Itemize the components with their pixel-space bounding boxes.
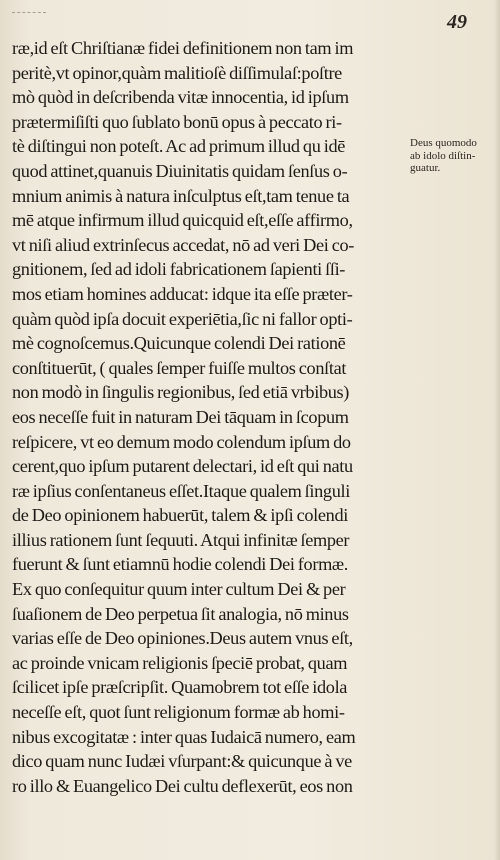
text-line: mè cognoſcemus.Quicunque colendi Dei rationē: [12, 333, 346, 354]
text-line: nibus excogitatæ : inter quas Iudaicā numero, eam: [12, 726, 356, 747]
text-line: tè diſtingui non poteſt. Ac ad primum illud qu idē: [12, 136, 345, 157]
text-line: ræ,id eſt Chriſtianæ fidei definitionem non tam im: [12, 38, 354, 58]
text-line: peritè,vt opinor,quàm malitioſè diſſimulaſ:poſtre: [12, 62, 342, 83]
text-line: ro illo & Euangelico Dei cultu deflexerūt, eos non: [12, 775, 353, 796]
text-line: fuerunt & ſunt etiamnū hodie colendi Dei formæ.: [12, 554, 348, 575]
text-line: prætermiſiſti quo ſublato bonū opus à peccato ri-: [12, 111, 342, 132]
text-line: non modò in ſingulis regionibus, ſed etiā vrbibus): [12, 382, 350, 403]
body-text: [12, 36, 408, 798]
margin-note: [410, 137, 494, 175]
text-line: quàm quòd ipſa docuit experiētia,ſic ni fallor opti-: [12, 308, 353, 329]
text-line: mē atque infirmum illud quicquid eſt,eſſe affirmo,: [12, 210, 353, 231]
text-line: ſcilicet ipſe præſcripſit. Quamobrem tot eſſe idola: [12, 677, 348, 698]
header-rule: [12, 12, 46, 13]
text-line: mò quòd in deſcribenda vitæ innocentia, id ipſum: [12, 87, 349, 108]
margin-note-line: guatur.: [410, 162, 441, 174]
text-line: eos neceſſe fuit in naturam Dei tāquam in ſcopum: [12, 406, 349, 427]
page-number: 49: [447, 11, 467, 33]
text-line: vt niſi aliud extrinſecus accedat, nō ad veri Dei co-: [12, 234, 354, 255]
text-line: cerent,quo ipſum putarent delectari, id eſt qui natu: [12, 456, 353, 477]
text-line: mnium animis à natura inſculptus eſt,tam tenue ta: [12, 185, 350, 206]
text-line: varias eſſe de Deo opiniones.Deus autem vnus eſt,: [12, 628, 353, 649]
text-line: Ex quo conſequitur quum inter cultum Dei & per: [12, 579, 346, 600]
text-line: illius rationem ſunt ſequuti. Atqui infinitæ ſemper: [12, 529, 350, 550]
text-line: reſpicere, vt eo demum modo colendum ipſum do: [12, 431, 351, 452]
text-line: ſuaſionem de Deo perpetua ſit analogia, nō minus: [12, 603, 349, 624]
text-line: mos etiam homines adducat: idque ita eſſe præter-: [12, 283, 353, 304]
page-edge-shadow: [494, 0, 500, 860]
text-line: de Deo opinionem habuerūt, talem & ipſi colendi: [12, 505, 348, 526]
text-line: dico quam nunc Iudæi vſurpant:& quicunque à ve: [12, 751, 352, 772]
text-line: neceſſe eſt, quot ſunt religionum formæ ab homi-: [12, 702, 345, 723]
margin-note-line: ab idolo diſtin-: [410, 149, 476, 162]
margin-note-line: Deus quomodo: [410, 137, 477, 149]
text-line: quod attinet,quanuis Diuinitatis quidam ſenſus o-: [12, 160, 348, 181]
text-line: conſtituerūt, ( quales ſemper fuiſſe multos conſtat: [12, 357, 347, 378]
text-line: gnitionem, ſed ad idoli fabricationem ſapienti ſſi-: [12, 259, 346, 280]
text-line: ræ ipſius conſentaneus eſſet.Itaque qualem ſinguli: [12, 480, 350, 501]
text-line: ac proinde vnicam religionis ſpeciē probat, quam: [12, 652, 348, 673]
